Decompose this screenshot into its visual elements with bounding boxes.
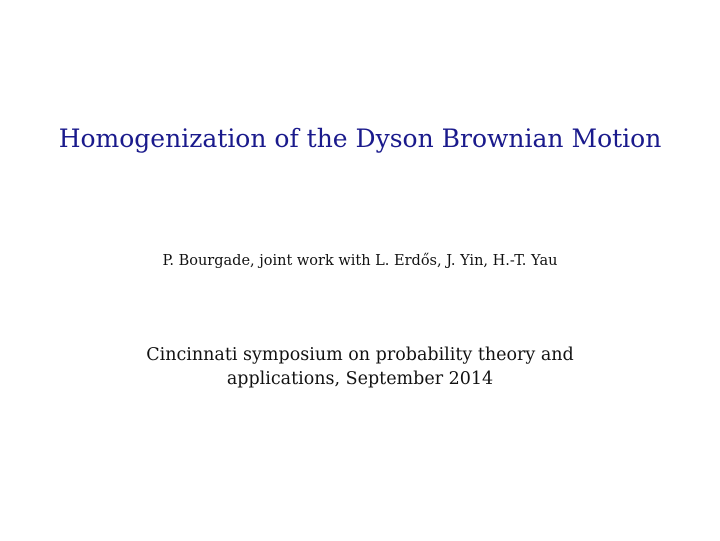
event-line-1: Cincinnati symposium on probability theory and xyxy=(146,345,574,365)
author-line: P. Bourgade, joint work with L. Erdős, J. Yin, H.-T. Yau xyxy=(162,253,558,269)
slide-title: Homogenization of the Dyson Brownian Motion xyxy=(58,124,662,153)
event-line-2: applications, September 2014 xyxy=(226,369,494,389)
event-info xyxy=(110,343,610,391)
